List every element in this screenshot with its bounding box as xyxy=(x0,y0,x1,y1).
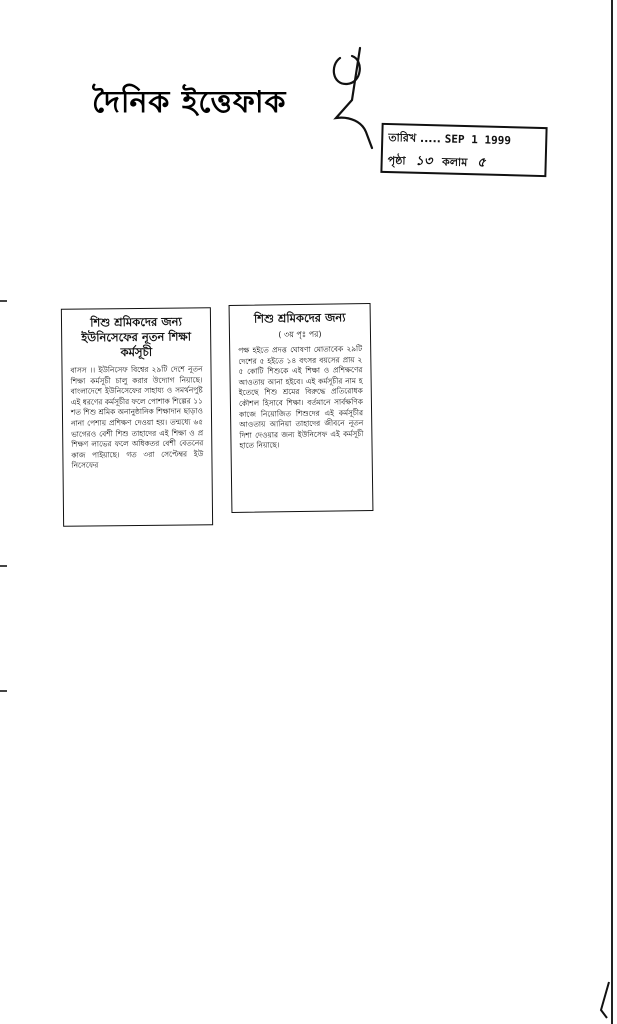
margin-mark xyxy=(0,565,7,567)
clipping-headline: শিশু শ্রমিকদের জন্য ইউনিসেফের নূতন শিক্ষা কর্মসূচী xyxy=(81,314,192,360)
newspaper-masthead: দৈনিক ইত্তেফাক xyxy=(92,85,287,120)
page-corner-fold-icon xyxy=(597,980,611,1020)
stamp-page-label: পৃষ্ঠা xyxy=(387,154,406,168)
stamp-column-value: ৫ xyxy=(476,155,486,171)
margin-mark xyxy=(0,300,7,302)
clipping-body: বাসস ।। ইউনিসেফ বিশ্বের ২৯টি দেশে নূতন শিক্ষা কর্মসূচী চালু করার উদ্যোগ নিয়াছে। বাংলাদেশে ইউনিসেফের সাহায্য ও সমর্থনপুষ্ট এই ধরণের কর্মসূচীর ফলে পোশাক শিল্পের ১১ শত শিশু শ্রমিক অনানুষ্ঠানিক শিক্ষাদান ছাড়াও নানা পেশায় প্রশিক্ষণ দেওয়া হয়। তন্মধ্যে ৬৫ ভাগেরও বেশী শিশু তাহাদের এই শিক্ষা ও প্রশিক্ষণ লাভের ফলে অধিকতর বেশী বেতনের কাজ পাইয়াছে। গত ৩রা সেপ্টেম্বর ইউনিসেফের xyxy=(70,364,204,471)
date-stamp: তারিখ ..... SEP 1 1999 পৃষ্ঠা ১৩ কলাম ৫ xyxy=(380,123,547,177)
stamp-page-value: ১৩ xyxy=(415,153,433,170)
clipping-headline: শিশু শ্রমিকদের জন্য xyxy=(253,310,346,326)
news-clipping-left xyxy=(61,307,213,527)
handwritten-signature-icon xyxy=(322,40,382,160)
clipping-body: পক্ষ হইতে প্রদত্ত ঘোষণা মোতাবেক ২৯টি দেশের ৫ হইতে ১৪ বৎসর বয়সের প্রায় ২৫ কোটি শিশুকে এই শিক্ষা ও প্রশিক্ষণের আওতায় আনা হইবে। এই কর্মসূচীর নাম হইতেছে শিশু শ্রমের বিরুদ্ধে প্রতিরোধক কৌশল হিসাবে শিক্ষা। বর্তমানে সার্বক্ষণিক কাজে নিয়োজিত শিশুদের এই কর্মসূচীর আওতায় আনিয়া তাহাদের জীবনে নূতন দিশা দেওয়ার জন্য ইউনিসেফ এই কর্মসূচী হাতে নিয়াছে। xyxy=(238,344,364,451)
stamp-date-value: SEP 1 1999 xyxy=(444,132,512,148)
stamp-column-label: কলাম xyxy=(441,155,468,170)
clipping-continued-note: ( ৩য় পৃঃ পর) xyxy=(278,329,322,340)
page-edge xyxy=(611,0,613,1024)
margin-mark xyxy=(0,690,7,692)
stamp-date-label: তারিখ xyxy=(388,131,417,145)
news-clipping-right xyxy=(229,303,374,513)
